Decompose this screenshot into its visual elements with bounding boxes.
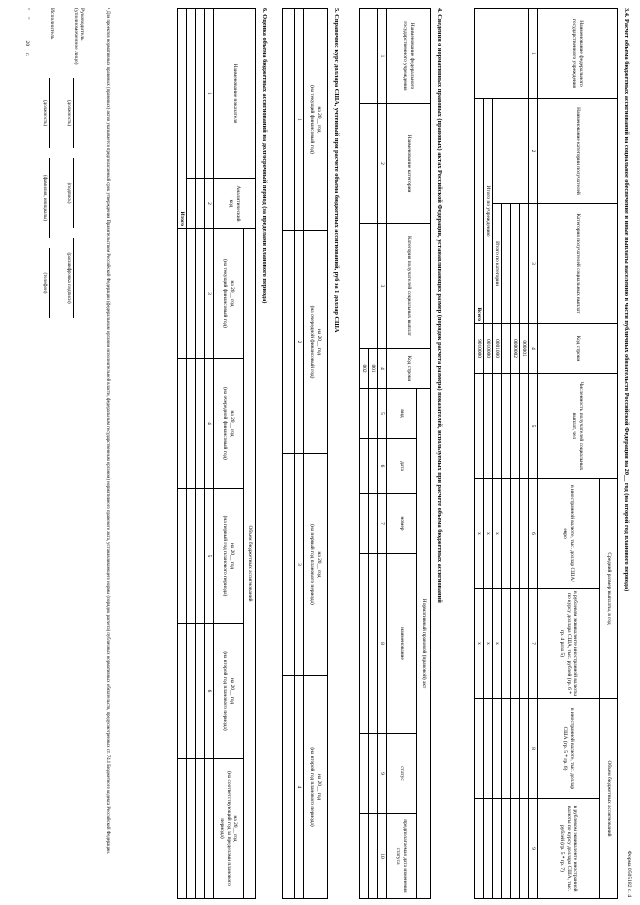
cell bbox=[283, 454, 295, 676]
period: (на текущий финансовый год) bbox=[222, 259, 229, 328]
col-num: 2 bbox=[295, 231, 304, 454]
col-num: 2 bbox=[378, 104, 387, 224]
cell bbox=[502, 479, 511, 589]
cell bbox=[520, 374, 529, 479]
h-code: Код строки bbox=[538, 324, 618, 374]
row-code: 002 bbox=[360, 349, 369, 389]
h-cat2: Категория получателей социальных выплат bbox=[538, 204, 618, 324]
h-count: Численность получателей социальных выплат, чел bbox=[538, 374, 618, 479]
period: (на очередной финансовый год) bbox=[222, 387, 229, 460]
h-cat2: Категория получателей социальных выплат bbox=[387, 224, 431, 349]
cell bbox=[483, 374, 492, 479]
head-label: Руководитель (уполномоченное лицо) bbox=[72, 8, 85, 65]
x-mark: x bbox=[483, 479, 492, 589]
s6-col-head bbox=[214, 359, 244, 489]
cell bbox=[196, 359, 205, 489]
x-mark: x bbox=[474, 479, 483, 589]
cell bbox=[177, 624, 186, 759]
cell bbox=[360, 554, 369, 734]
h-vol: Объем бюджетных ассигнований bbox=[600, 699, 618, 899]
table-row bbox=[369, 9, 378, 899]
cell bbox=[492, 799, 501, 899]
table-row bbox=[520, 9, 529, 899]
col-num: 6 bbox=[205, 624, 214, 759]
cell bbox=[474, 699, 483, 799]
col-number-row bbox=[529, 9, 538, 899]
s5-col-head bbox=[304, 676, 328, 899]
cell bbox=[177, 229, 186, 359]
total-row bbox=[177, 9, 186, 899]
h-vol-rub: в рублевом эквиваленте иностранной валюты по курсу доллара США, тыс. рублей (гр. 5 * гр. 7) bbox=[538, 799, 600, 899]
cell bbox=[283, 676, 295, 899]
col-num: 5 bbox=[378, 389, 387, 439]
col-num: 1 bbox=[295, 9, 304, 231]
col-num: 2 bbox=[205, 179, 214, 229]
year: на 20__ год bbox=[315, 551, 322, 578]
section-6-title: 6. Оценка объема бюджетных ассигнований на долгосрочный период (за пределами планового периода) bbox=[261, 8, 268, 304]
cell bbox=[360, 439, 369, 494]
col-number-row bbox=[205, 9, 214, 899]
total-org-row bbox=[483, 9, 492, 899]
h-avg-rub: в рублевом эквиваленте иностранной валюты по курсу доллара США, тыс. рублей (гр. 6 * гр. 4 раза 5) bbox=[538, 589, 600, 699]
cell bbox=[283, 231, 295, 454]
cell bbox=[196, 229, 205, 359]
total-label: Итого bbox=[177, 9, 186, 229]
h-org: Наименование федерального государственного учреждения bbox=[538, 9, 618, 99]
cell bbox=[187, 489, 196, 624]
cell bbox=[187, 9, 196, 179]
cell bbox=[177, 759, 186, 899]
year: на 20__ год bbox=[315, 773, 322, 801]
col-num: 3 bbox=[295, 454, 304, 676]
col-num: 1 bbox=[378, 9, 387, 104]
h-name: наименование bbox=[387, 554, 417, 734]
footnote: ¹ Для проектов нормативных правовых (правовых) актов указывается предполагаемый срок утверждения Правительством Российской Федерации (федеральным органом исполнительной власти, федеральным государственным органом) нормативного правового акта, устанавливающего нормы (порядок расчета) публичных нормативных обязательств, предусмотренных ст. 74.1 Бюджетного кодекса Российской Федерации. bbox=[105, 8, 110, 854]
cell bbox=[492, 99, 528, 204]
head-signature-line[interactable] bbox=[73, 158, 74, 228]
h-vol-fx: в иностранной валюте, тыс. доллар США (гр. 5 * гр. 6) bbox=[538, 699, 600, 799]
row-code: 001 bbox=[369, 349, 378, 389]
col-num: 4 bbox=[378, 349, 387, 389]
s6-col-head bbox=[214, 624, 244, 759]
row-code: 0001000 bbox=[492, 324, 501, 374]
col-num: 9 bbox=[378, 734, 387, 814]
table-4 bbox=[359, 8, 431, 899]
section-4-title: 4. Сведения о нормативных правовых (правовых) актах Российской Федерации, устанавливающих размер (порядок расчета размера) показателей, используемых при расчете объема бюджетных ассигнований bbox=[436, 8, 443, 603]
year: на 20__ год bbox=[228, 410, 235, 437]
cell bbox=[502, 324, 511, 374]
period: (на текущий финансовый год) bbox=[309, 85, 316, 154]
col-num: 3 bbox=[378, 224, 387, 349]
col-num: 3 bbox=[529, 204, 538, 324]
col-num: 5 bbox=[529, 374, 538, 479]
h-kind: вид bbox=[387, 389, 417, 439]
col-num: 1 bbox=[529, 9, 538, 99]
row-code: 0000002 bbox=[511, 324, 520, 374]
cell bbox=[520, 204, 529, 324]
h-date: дата bbox=[387, 439, 417, 494]
cell bbox=[520, 479, 529, 589]
cell bbox=[502, 589, 511, 699]
col-number-row bbox=[378, 9, 387, 899]
col-num: 1 bbox=[205, 9, 214, 179]
table-row bbox=[283, 9, 295, 899]
cell bbox=[483, 699, 492, 799]
row-code: 000001 bbox=[520, 324, 529, 374]
cell bbox=[483, 799, 492, 899]
x-mark: x bbox=[474, 589, 483, 699]
table-3-4 bbox=[474, 8, 618, 899]
col-num: 4 bbox=[295, 676, 304, 899]
col-num: 8 bbox=[378, 554, 387, 734]
cell bbox=[520, 799, 529, 899]
cell bbox=[187, 179, 196, 229]
date-line[interactable]: " " 20 г. bbox=[24, 8, 30, 57]
h-cat: Наименование категории получателей bbox=[538, 99, 618, 204]
col-num: 5 bbox=[205, 489, 214, 624]
cell bbox=[196, 9, 205, 179]
total-category-label: Итого по категории bbox=[492, 204, 501, 324]
cell bbox=[360, 389, 369, 439]
cell bbox=[196, 179, 205, 229]
col-num: 9 bbox=[529, 799, 538, 899]
cell bbox=[511, 374, 520, 479]
cell bbox=[369, 439, 378, 494]
cell bbox=[369, 554, 378, 734]
col-num: 3 bbox=[205, 229, 214, 359]
year: на 20__ год bbox=[315, 106, 322, 133]
cell bbox=[177, 489, 186, 624]
s5-col-head bbox=[304, 454, 328, 676]
cell bbox=[369, 734, 378, 814]
cell bbox=[360, 224, 378, 349]
s6-col-head bbox=[214, 759, 244, 899]
form-number: Форма 0505182 с. 4 bbox=[626, 850, 632, 897]
cell bbox=[474, 374, 483, 479]
cell bbox=[511, 479, 520, 589]
s5-col-head bbox=[304, 231, 328, 454]
cell bbox=[511, 589, 520, 699]
period: (на соответствующий год за пределами планового периода) bbox=[219, 771, 232, 886]
cell bbox=[360, 734, 369, 814]
col-num: 6 bbox=[378, 439, 387, 494]
s6-col-head bbox=[214, 489, 244, 624]
cell bbox=[502, 799, 511, 899]
cell bbox=[511, 799, 520, 899]
cell bbox=[502, 204, 511, 324]
h-avg: Средний размер выплаты, в год bbox=[600, 479, 618, 699]
h-org: Наименование федерального государственного учреждения bbox=[387, 9, 431, 104]
h-status: статус bbox=[387, 734, 417, 814]
col-num: 6 bbox=[529, 479, 538, 589]
table-6 bbox=[177, 8, 256, 899]
h-pred: предполагаемая дата изменения статуса bbox=[387, 814, 417, 899]
cell bbox=[511, 204, 520, 324]
period: (на первый год планового периода) bbox=[222, 515, 229, 597]
head-position-line[interactable] bbox=[73, 78, 74, 148]
cell bbox=[502, 374, 511, 479]
cell bbox=[369, 814, 378, 899]
year: на 20__ год bbox=[228, 280, 235, 307]
cell bbox=[196, 489, 205, 624]
cell bbox=[360, 814, 369, 899]
col-num: 2 bbox=[529, 99, 538, 204]
s6-col-head bbox=[214, 229, 244, 359]
table-row bbox=[187, 9, 196, 899]
cell bbox=[360, 9, 378, 104]
caption-fio: (фамилия, инициалы) bbox=[42, 174, 47, 222]
cell bbox=[283, 9, 295, 231]
cell bbox=[474, 9, 528, 99]
caption-signature: (подпись) bbox=[66, 182, 71, 204]
cell bbox=[187, 624, 196, 759]
cell bbox=[369, 494, 378, 554]
total-org-label: Итого по учреждению bbox=[483, 99, 492, 324]
h-num: номер bbox=[387, 494, 417, 554]
year: на 20__ год bbox=[231, 815, 238, 842]
exec-phone-line[interactable] bbox=[49, 248, 50, 318]
col-num: 4 bbox=[205, 359, 214, 489]
cell bbox=[502, 699, 511, 799]
caption-decoding: (расшифровка подписи) bbox=[66, 252, 71, 304]
period: (на первый год планового периода) bbox=[309, 524, 316, 605]
cell bbox=[205, 759, 214, 899]
cell bbox=[511, 699, 520, 799]
exec-position-line[interactable] bbox=[49, 78, 50, 148]
h-vol: Объем бюджетных ассигнований bbox=[244, 229, 256, 899]
cell bbox=[520, 699, 529, 799]
table-5 bbox=[282, 8, 328, 899]
grand-total-row bbox=[474, 9, 483, 899]
period: (на второй год планового периода) bbox=[222, 651, 229, 731]
col-num: 8 bbox=[529, 699, 538, 799]
cell bbox=[187, 359, 196, 489]
cell bbox=[360, 494, 369, 554]
x-mark: x bbox=[492, 589, 501, 699]
grand-total-label: Всего bbox=[474, 99, 483, 324]
section-5-title: 5. Справочно: курс доллара США, учтенный при расчете объема бюджетных ассигнований, руб за 1 доллар США bbox=[333, 8, 340, 333]
executor-label: Исполнитель bbox=[49, 8, 55, 40]
cell bbox=[196, 624, 205, 759]
year: на 20__ год bbox=[228, 542, 235, 570]
h-code: Код строки bbox=[387, 349, 431, 389]
year: на 20__ год bbox=[228, 677, 235, 705]
year: на 20__ год bbox=[315, 328, 322, 356]
h-cat: Наименование категории bbox=[387, 104, 431, 224]
col-num: 7 bbox=[529, 589, 538, 699]
cell bbox=[520, 589, 529, 699]
h-act: Нормативный правовой (правовой) акт bbox=[417, 389, 431, 899]
h-avg-fx: в иностранной валюте, тыс. доллар США/евро bbox=[538, 479, 600, 589]
caption-position: (должность) bbox=[66, 99, 71, 127]
cell bbox=[474, 799, 483, 899]
period: (на очередной финансовый год) bbox=[309, 305, 316, 379]
cell bbox=[492, 699, 501, 799]
col-num: 4 bbox=[529, 324, 538, 374]
caption-position: (должность) bbox=[42, 99, 47, 127]
exec-fio-line[interactable] bbox=[49, 158, 50, 238]
period: (на второй год планового периода) bbox=[309, 747, 316, 827]
cell bbox=[492, 374, 501, 479]
row-code: 9010000 bbox=[474, 324, 483, 374]
col-num: 10 bbox=[378, 814, 387, 899]
section-3-4-title: 3.4. Расчет объема бюджетных ассигнований на социальное обеспечение и иные выплаты населению в части публичных обязательств Российской Федерации на 20__ год (на второй год планового периода) bbox=[623, 8, 630, 592]
h-code: Аналитический код bbox=[214, 179, 256, 229]
x-mark: x bbox=[483, 589, 492, 699]
cell bbox=[187, 229, 196, 359]
table-row bbox=[196, 9, 205, 899]
cell bbox=[187, 759, 196, 899]
row-code: 0010000 bbox=[483, 324, 492, 374]
col-number-row bbox=[295, 9, 304, 899]
caption-phone: (телефон) bbox=[42, 272, 47, 294]
col-num: 7 bbox=[378, 494, 387, 554]
h-name: Наименование показателя bbox=[214, 9, 256, 179]
head-decoding-line[interactable] bbox=[73, 238, 74, 318]
s5-col-head bbox=[304, 9, 328, 231]
cell bbox=[360, 104, 378, 224]
cell bbox=[177, 359, 186, 489]
cell bbox=[196, 759, 205, 899]
cell bbox=[369, 389, 378, 439]
x-mark: x bbox=[492, 479, 501, 589]
